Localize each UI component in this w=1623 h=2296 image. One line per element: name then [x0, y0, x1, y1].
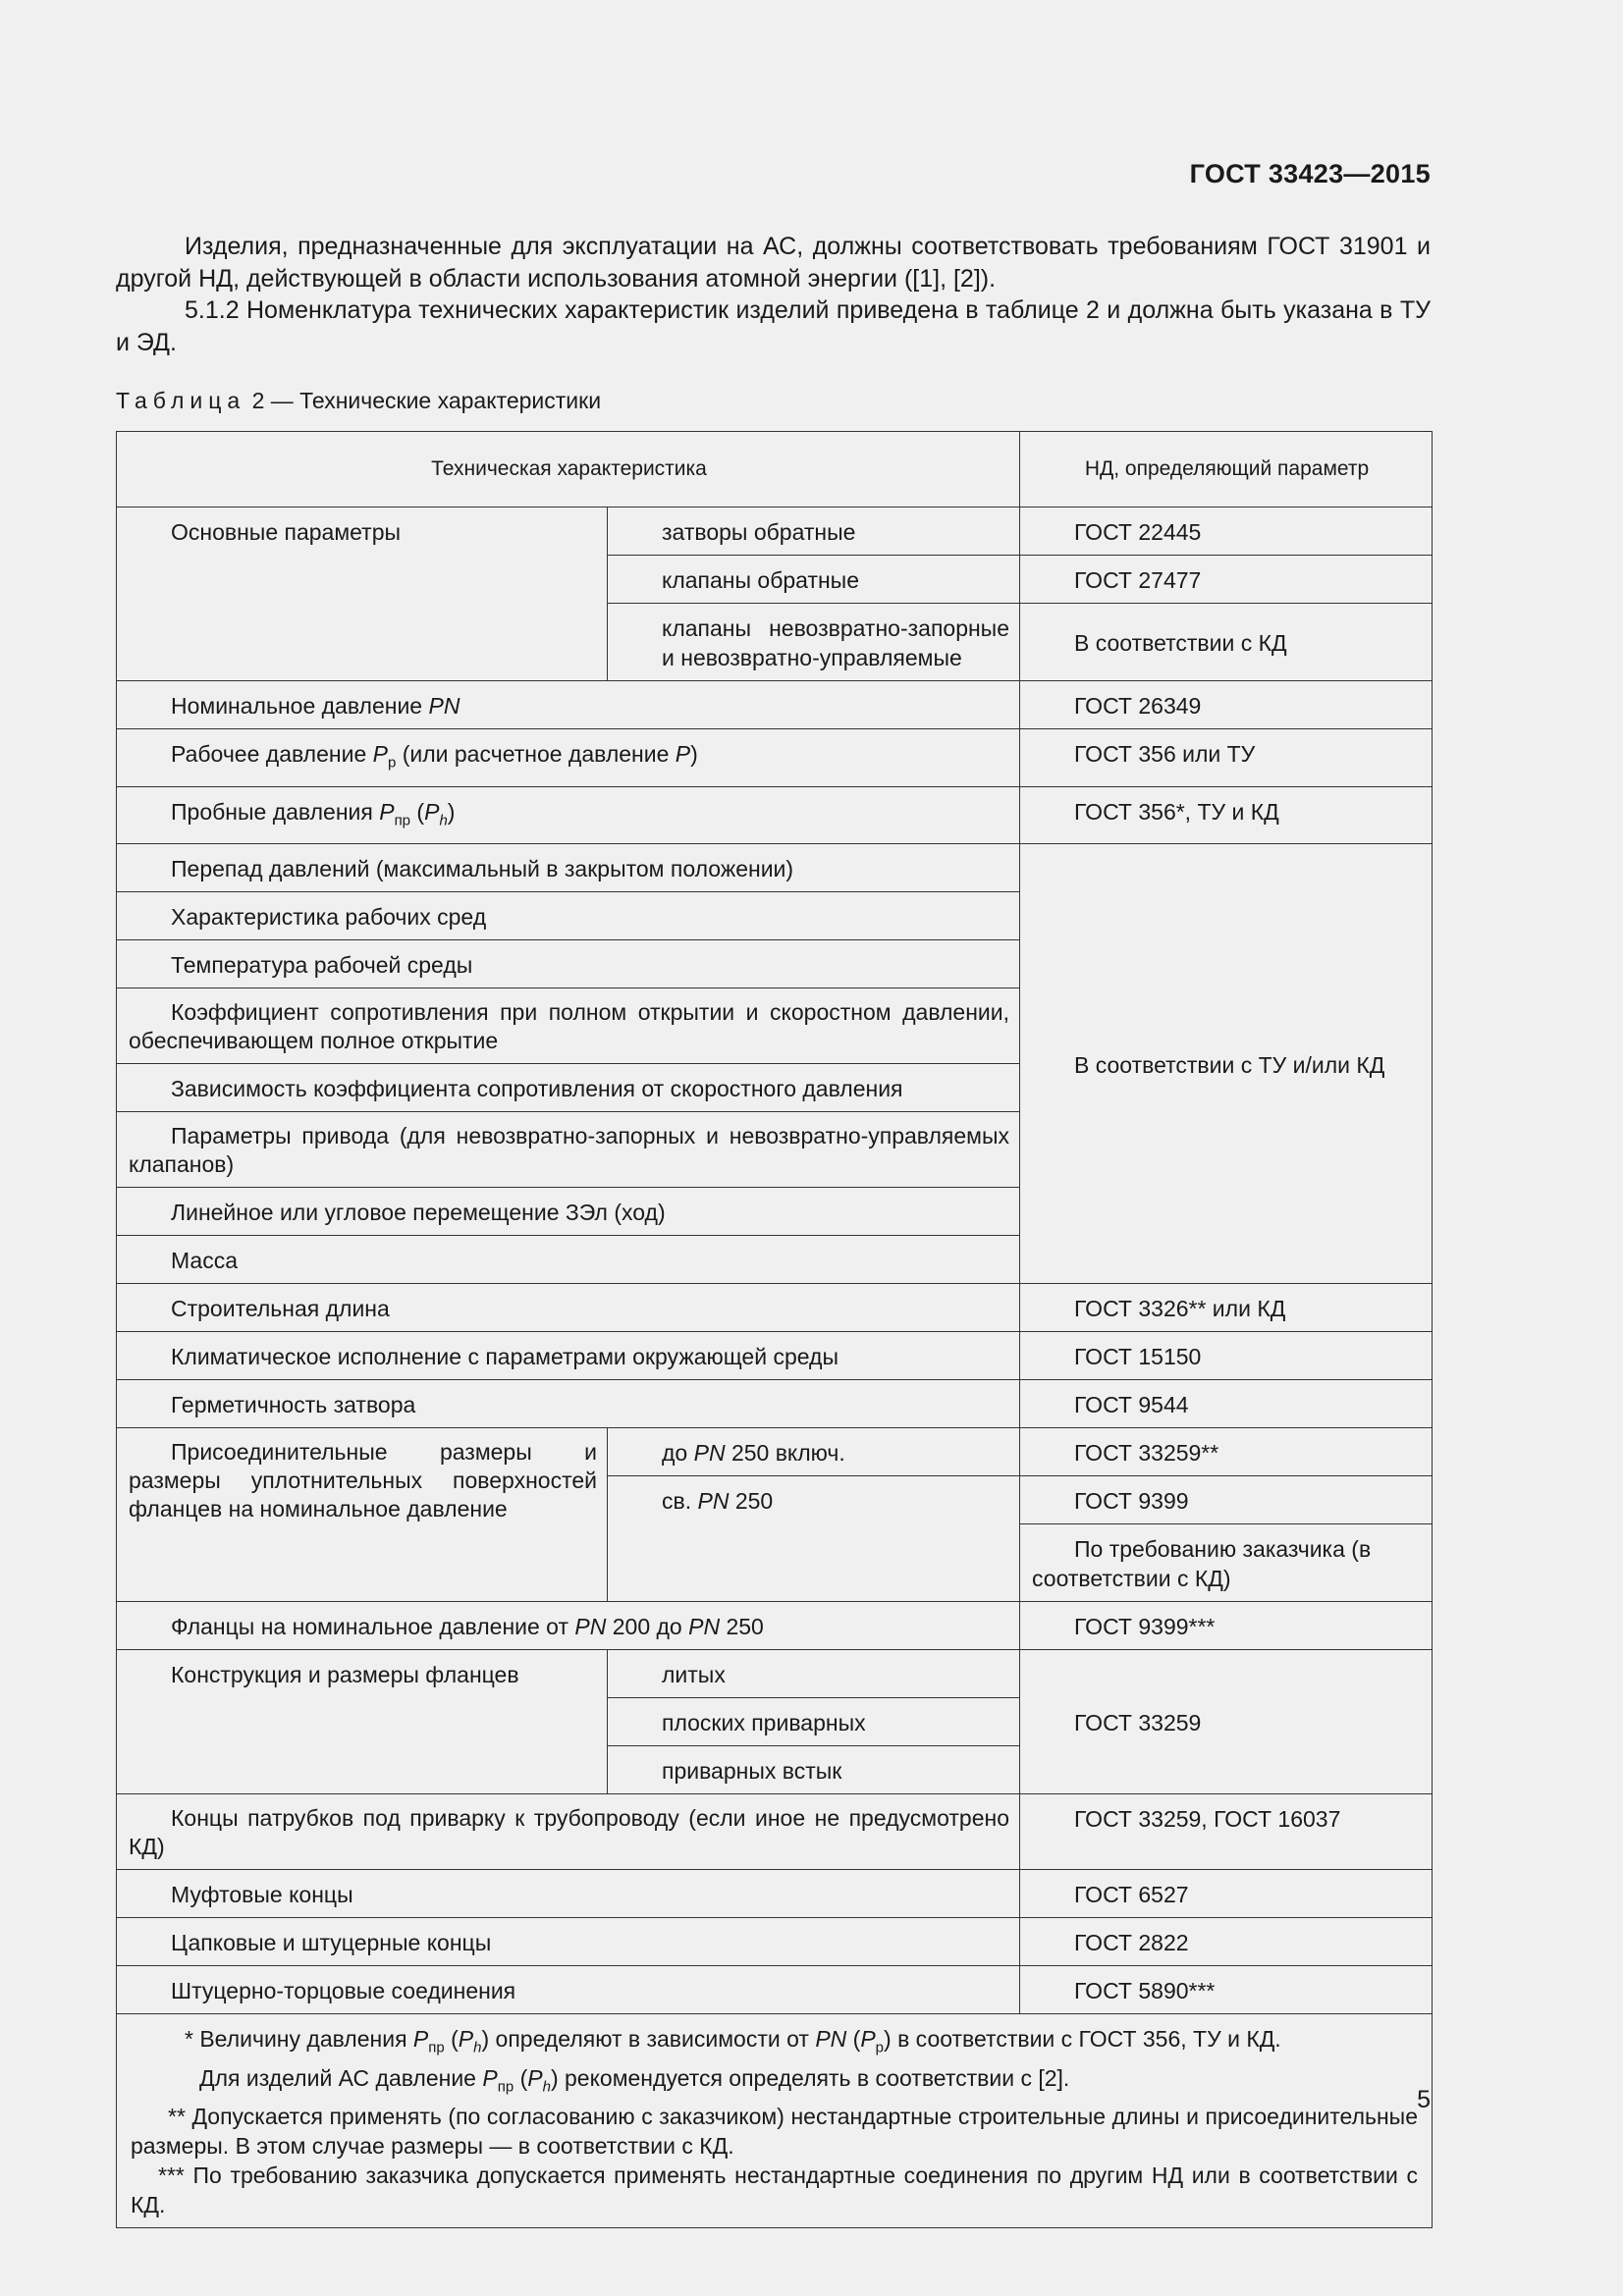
row-tightness: Герметичность затвора: [117, 1380, 1020, 1428]
row-basic-sub2-nd: ГОСТ 27477: [1020, 556, 1433, 604]
table-row: [117, 681, 1433, 729]
row-length: Строительная длина: [117, 1284, 1020, 1332]
column-header-characteristic: Техническая характеристика: [117, 432, 1020, 507]
row-flange-sub2: плоских приварных: [608, 1698, 1020, 1746]
row-flange-sub3: приварных встык: [608, 1746, 1020, 1794]
table-row: [117, 844, 1433, 892]
row-length-nd: ГОСТ 3326** или КД: [1020, 1284, 1433, 1332]
row-working-pressure-nd: ГОСТ 356 или ТУ: [1020, 729, 1433, 787]
row-flange-design-nd: ГОСТ 33259: [1020, 1650, 1433, 1794]
row-working-pressure: Рабочее давление $P_р$ (или расчетное давление P): [117, 729, 1020, 787]
row-union-ends-nd: ГОСТ 5890***: [1020, 1966, 1433, 2014]
row-temperature: Температура рабочей среды: [117, 940, 1020, 988]
table-row: [117, 1380, 1433, 1428]
row-coupling-ends-nd: ГОСТ 6527: [1020, 1870, 1433, 1918]
table-row: [117, 1332, 1433, 1380]
row-resistance-dependence: Зависимость коэффициента сопротивления от скоростного давления: [117, 1064, 1020, 1112]
table-row: [117, 1918, 1433, 1966]
row-basic-sub2: клапаны обратные: [608, 556, 1020, 604]
row-flange-sub1: литых: [608, 1650, 1020, 1698]
row-conn-sub2: св. PN 250: [608, 1476, 1020, 1602]
page-number: 5: [1417, 2086, 1431, 2113]
row-test-pressure: Пробные давления $P_{пр}$ $(P_h)$: [117, 786, 1020, 844]
row-diff-pressure: Перепад давлений (максимальный в закрытом положении): [117, 844, 1020, 892]
note-1-continuation: Для изделий АС давление $P_{пр}$ $(P_h)$ рекомендуется определять в соответствии с [2].: [199, 2064, 1070, 2096]
table-notes: [117, 2014, 1433, 2228]
row-climate: Климатическое исполнение с параметрами окружающей среды: [117, 1332, 1020, 1380]
row-flange-design: Конструкция и размеры фланцев: [117, 1650, 608, 1794]
row-medium: Характеристика рабочих сред: [117, 892, 1020, 940]
note-2: ** Допускается применять (по согласованию с заказчиком) нестандартные строительные длины и присоединительные размеры. В этом случае размеры — в соответствии с КД.: [131, 2104, 1419, 2160]
table-notes-row: [117, 2014, 1433, 2228]
paragraph-intro: Изделия, предназначенные для эксплуатации на АС, должны соответствовать требованиям ГОСТ 31901 и другой НД, действующей в области использования атомной энергии ([1], [2]).: [116, 233, 1431, 293]
document-code: ГОСТ 33423—2015: [1189, 159, 1431, 188]
row-group-nd: В соответствии с ТУ и/или КД: [1020, 844, 1433, 1284]
row-basic-sub1-nd: ГОСТ 22445: [1020, 507, 1433, 556]
row-conn-sub2-nd: ГОСТ 9399: [1020, 1476, 1433, 1524]
row-basic-params: Основные параметры: [117, 507, 608, 681]
table-row: [117, 1602, 1433, 1650]
table-caption-word: Таблица: [116, 388, 246, 413]
row-resistance: Коэффициент сопротивления при полном открытии и скоростном давлении, обеспечивающем полное открытие: [117, 988, 1020, 1064]
table-caption: [116, 388, 601, 414]
note-1: * Величину давления $P_{пр}$ $(P_h)$ определяют в зависимости от PN $(P_р)$ в соответствии с ГОСТ 356, ТУ и КД.: [185, 2026, 1281, 2056]
row-basic-sub3: клапаны невозвратно-запорные и невозвратно-управляемые: [608, 604, 1020, 681]
table-row: [117, 1966, 1433, 2014]
row-basic-sub1: затворы обратные: [608, 507, 1020, 556]
row-nominal-pressure-nd: ГОСТ 26349: [1020, 681, 1433, 729]
table-row: [117, 786, 1433, 844]
row-mass: Масса: [117, 1236, 1020, 1284]
note-3: *** По требованию заказчика допускается применять нестандартные соединения по другим НД или в соответствии с КД.: [131, 2163, 1419, 2218]
row-pipe-ends-nd: ГОСТ 33259, ГОСТ 16037: [1020, 1794, 1433, 1870]
row-conn-sub1: до PN 250 включ.: [608, 1428, 1020, 1476]
row-basic-sub3-nd: В соответствии с КД: [1020, 604, 1433, 681]
row-pipe-ends: Концы патрубков под приварку к трубопроводу (если иное не предусмотрено КД): [117, 1794, 1020, 1870]
table-row: [117, 1870, 1433, 1918]
row-coupling-ends: Муфтовые концы: [117, 1870, 1020, 1918]
row-pin-ends: Цапковые и штуцерные концы: [117, 1918, 1020, 1966]
table-row: [117, 1650, 1433, 1698]
table-row: [117, 729, 1433, 787]
table-row: [117, 1284, 1433, 1332]
row-connection: Присоединительные размеры и размеры уплотнительных поверхностей фланцев на номинальное давление: [117, 1428, 608, 1602]
column-header-nd: НД, определяющий параметр: [1020, 432, 1433, 507]
row-actuator: Параметры привода (для невозвратно-запорных и невозвратно-управляемых клапанов): [117, 1112, 1020, 1188]
row-flanges: Фланцы на номинальное давление от PN 200 до PN 250: [117, 1602, 1020, 1650]
row-climate-nd: ГОСТ 15150: [1020, 1332, 1433, 1380]
row-flanges-nd: ГОСТ 9399***: [1020, 1602, 1433, 1650]
row-union-ends: Штуцерно-торцовые соединения: [117, 1966, 1020, 2014]
paragraph-5-1-2: 5.1.2 Номенклатура технических характеристик изделий приведена в таблице 2 и должна быть указана в ТУ и ЭД.: [116, 296, 1431, 356]
characteristics-table: [116, 431, 1433, 2228]
row-stroke: Линейное или угловое перемещение ЗЭл (ход): [117, 1188, 1020, 1236]
row-test-pressure-nd: ГОСТ 356*, ТУ и КД: [1020, 786, 1433, 844]
row-tightness-nd: ГОСТ 9544: [1020, 1380, 1433, 1428]
table-row: [117, 1428, 1433, 1476]
row-pin-ends-nd: ГОСТ 2822: [1020, 1918, 1433, 1966]
table-caption-text: 2 — Технические характеристики: [251, 388, 602, 413]
table-header-row: [117, 432, 1433, 507]
row-nominal-pressure: Номинальное давление PN: [117, 681, 1020, 729]
table-row: [117, 1794, 1433, 1870]
row-conn-sub3-nd: По требованию заказчика (в соответствии с КД): [1020, 1524, 1433, 1602]
table-row: [117, 507, 1433, 556]
row-conn-sub1-nd: ГОСТ 33259**: [1020, 1428, 1433, 1476]
